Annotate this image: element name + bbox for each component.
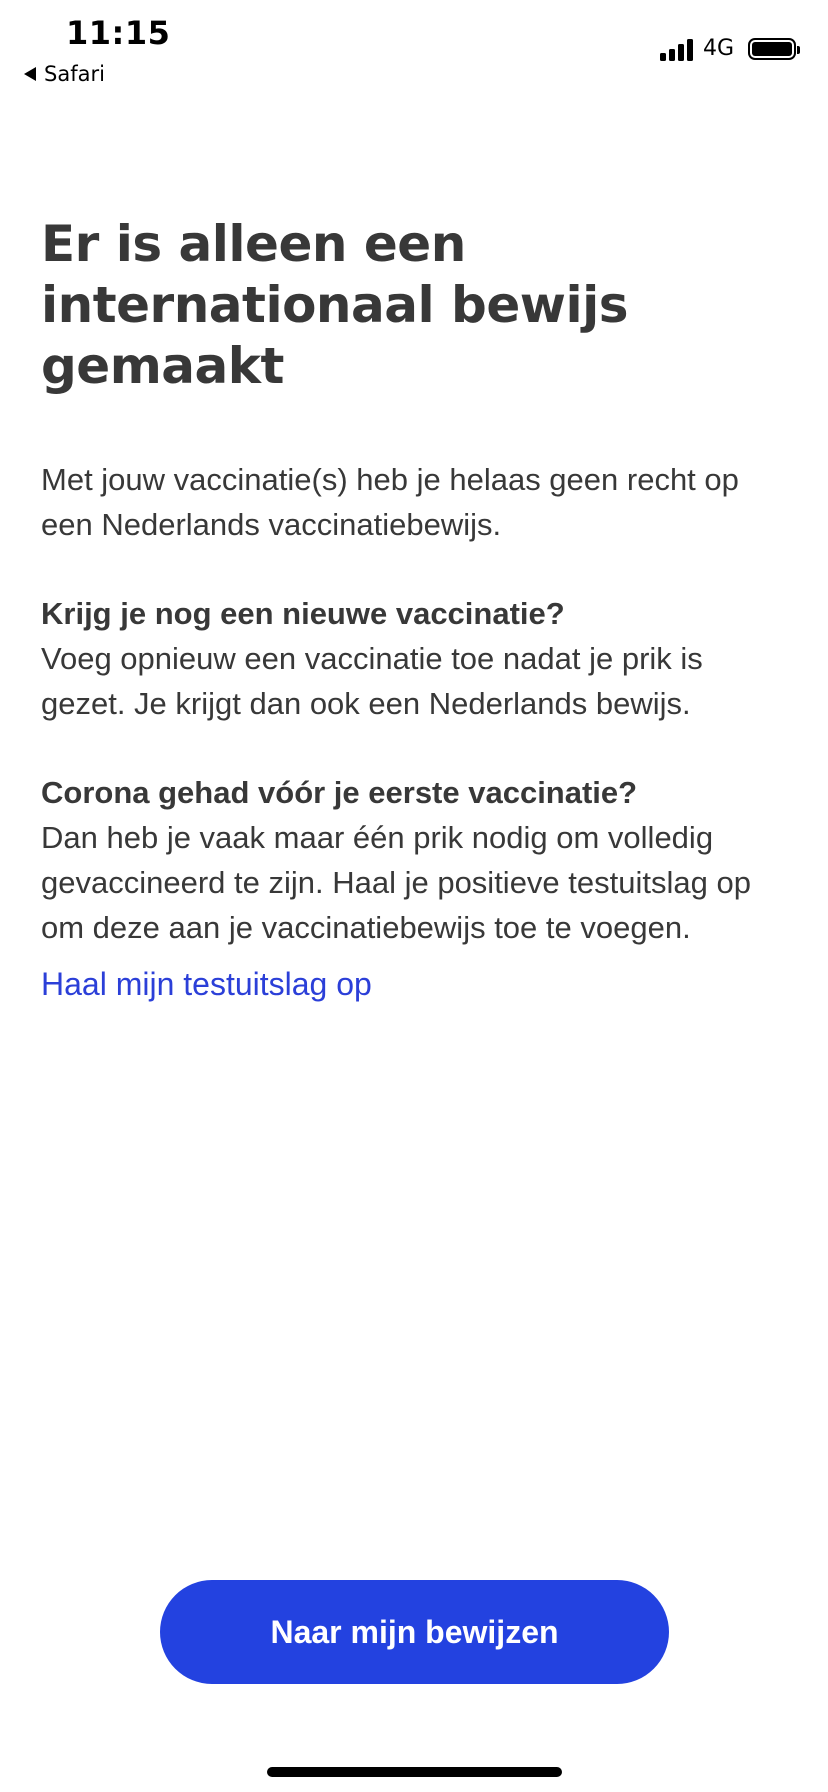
network-type: 4G (702, 36, 734, 61)
signal-strength-icon (660, 37, 693, 61)
main-content (41, 214, 781, 1007)
section-body: Dan heb je vaak maar één prik nodig om volledig gevaccineerd te zijn. Haal je positieve testuitslag op om deze aan je vaccinatiebewijs toe te voegen. (41, 820, 751, 945)
home-indicator[interactable] (267, 1767, 562, 1777)
to-my-certificates-button[interactable]: Naar mijn bewijzen (160, 1580, 669, 1684)
status-indicators (660, 36, 796, 61)
section-body: Voeg opnieuw een vaccinatie toe nadat je prik is gezet. Je krijgt dan ook een Nederlands bewijs. (41, 641, 703, 721)
page-title: Er is alleen een internationaal bewijs gemaakt (41, 215, 628, 395)
fetch-test-result-link[interactable]: Haal mijn testuitslag op (41, 966, 372, 1002)
intro-text: Met jouw vaccinatie(s) heb je helaas geen recht op een Nederlands vaccinatiebewijs. (41, 462, 739, 542)
section-corona-before-vaccination (41, 770, 781, 950)
back-triangle-icon (24, 67, 36, 81)
section-heading: Krijg je nog een nieuwe vaccinatie? (41, 596, 565, 631)
back-app-label: Safari (44, 62, 105, 86)
status-bar (0, 0, 828, 96)
battery-icon (748, 38, 796, 60)
section-new-vaccination (41, 591, 781, 726)
battery-level (752, 42, 792, 56)
section-heading: Corona gehad vóór je eerste vaccinatie? (41, 775, 638, 810)
back-to-safari[interactable] (24, 62, 105, 86)
status-time: 11:15 (66, 14, 171, 52)
